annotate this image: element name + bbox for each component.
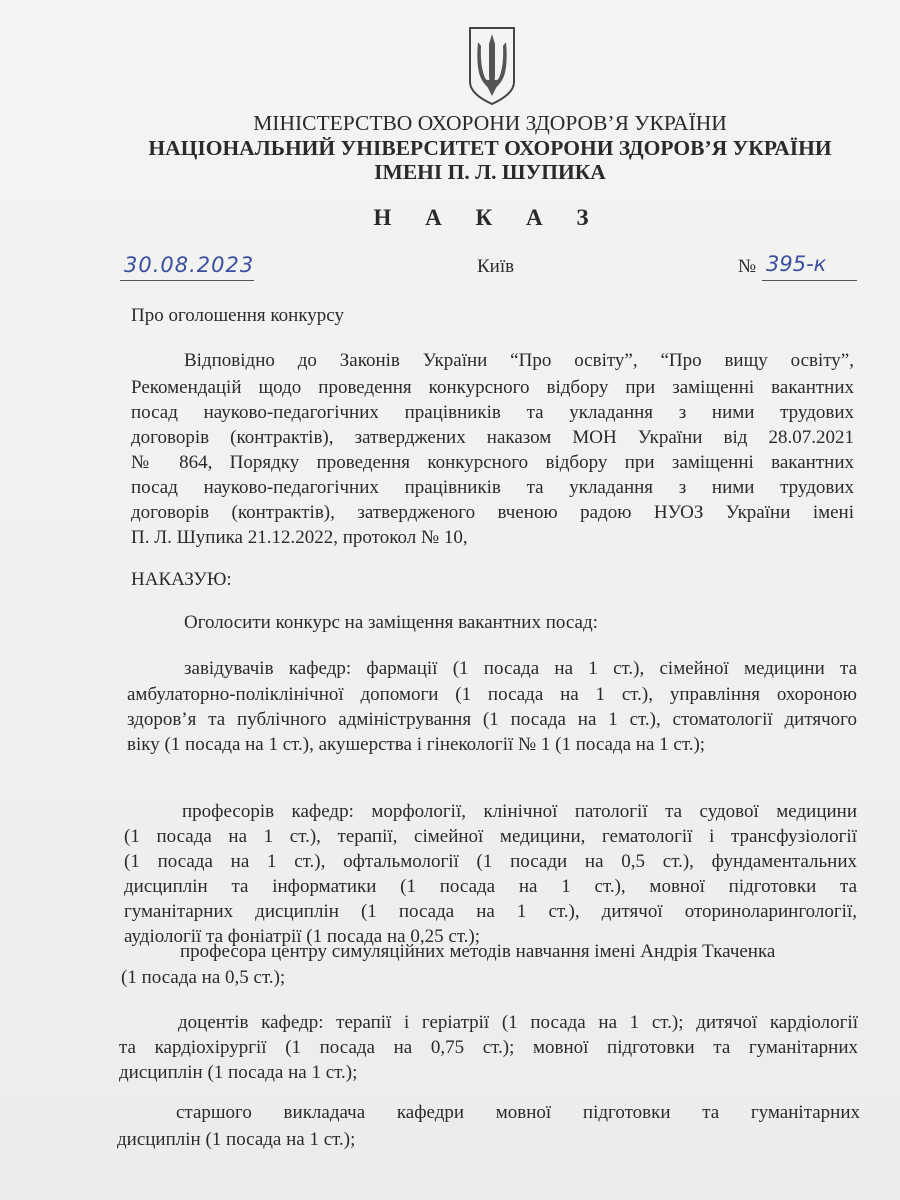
document-title: Н А К А З [373,205,603,230]
item-line: дисциплін (1 посада на 1 ст.); [119,1062,358,1083]
number-sign: № [738,256,757,277]
preamble-line: посад науково-педагогічних працівників та укладання з ними трудових [131,402,854,423]
preamble-line: Рекомендацій щодо проведення конкурсного відбору при заміщенні вакантних [131,377,854,398]
number-underline [762,280,857,281]
item-line: (1 посада на 1 ст.), офтальмології (1 посади на 0,5 ст.), фундаментальних [124,851,857,872]
item-line: гуманітарних дисциплін (1 посада на 1 ст.), дитячої оториноларингології, [124,901,857,922]
subject-line: Про оголошення конкурсу [131,305,344,326]
preamble-line: № 864, Порядку проведення конкурсного відбору при заміщенні вакантних [131,452,854,473]
item-line: віку (1 посада на 1 ст.), акушерства і гінекології № 1 (1 посада на 1 ст.); [127,734,706,755]
item-line: та кардіохірургії (1 посада на 0,75 ст.); мовної підготовки та гуманітарних [119,1037,858,1058]
coat-of-arms-icon [466,24,518,106]
item-line: дисциплін та інформатики (1 посада на 1 ст.), мовної підготовки та [124,876,857,897]
item-line: професорів кафедр: морфології, клінічної патології та судової медицини [182,801,857,822]
item-line: старшого викладача кафедри мовної підготовки та гуманітарних [176,1102,860,1123]
university-name-heading: ІМЕНІ П. Л. ШУПИКА [374,160,606,184]
item-line: професора центру симуляційних методів навчання імені Андрія Ткаченка [180,941,776,962]
preamble-line: посад науково-педагогічних працівників та укладання з ними трудових [131,477,854,498]
preamble-line: договорів (контрактів), затвердженого вченою радою НУОЗ України імені [131,502,854,523]
ministry-heading: МІНІСТЕРСТВО ОХОРОНИ ЗДОРОВ’Я УКРАЇНИ [253,111,727,135]
item-line: завідувачів кафедр: фармації (1 посада на 1 ст.), сімейної медицини та [184,658,857,679]
university-heading: НАЦІОНАЛЬНИЙ УНІВЕРСИТЕТ ОХОРОНИ ЗДОРОВ’Я УКРАЇНИ [148,136,832,160]
order-number: 395-к [766,252,827,276]
item-line: (1 посада на 1 ст.), терапії, сімейної медицини, гематології і трансфузіології [124,826,857,847]
item-line: доцентів кафедр: терапії і геріатрії (1 посада на 1 ст.); дитячої кардіології [178,1012,858,1033]
preamble-line: П. Л. Шупика 21.12.2022, протокол № 10, [131,527,468,548]
order-date: 30.08.2023 [124,253,255,277]
date-underline [120,280,254,281]
preamble-line: Відповідно до Законів України “Про освіту”, “Про вищу освіту”, [184,350,854,371]
announcement-line: Оголосити конкурс на заміщення вакантних посад: [184,612,598,633]
order-city: Київ [477,256,515,277]
item-line: (1 посада на 0,5 ст.); [121,967,286,988]
item-line: аудіології та фоніатрії (1 посада на 0,25 ст.); [124,926,480,947]
order-word: НАКАЗУЮ: [131,569,232,590]
item-line: здоров’я та публічного адміністрування (1 посада на 1 ст.), стоматології дитячого [127,709,857,730]
item-line: амбулаторно-поліклінічної допомоги (1 посада на 1 ст.), управління охороною [127,684,857,705]
preamble-line: договорів (контрактів), затверджених наказом МОН України від 28.07.2021 [131,427,854,448]
item-line: дисциплін (1 посада на 1 ст.); [117,1129,356,1150]
